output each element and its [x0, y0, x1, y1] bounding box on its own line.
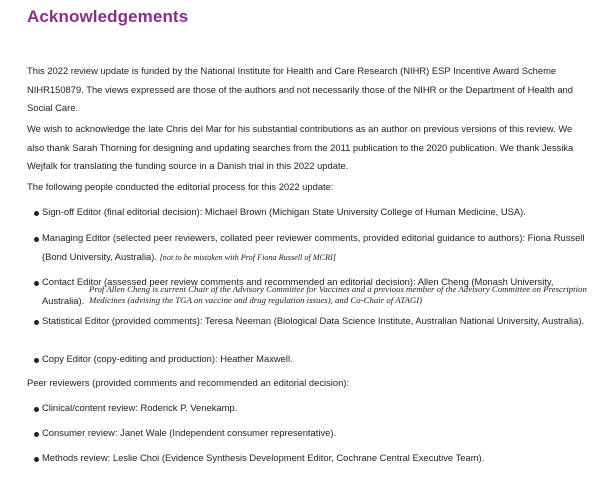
bullet-icon [34, 432, 39, 437]
list-item-clinical-review: Clinical/content review: Roderick P. Venekamp. [42, 402, 238, 413]
contact-editor-note: Prof Allen Cheng is current Chair of the Advisory Committee for Vaccines and a previous member of the Advisory Committee on Prescription Medicines (advising the TGA on vaccine and drug regulation issues), and Co-Chair of ATAGI) [89, 284, 587, 305]
bullet-icon [34, 320, 39, 325]
bullet-icon [34, 237, 39, 242]
page-title: Acknowledgements [27, 7, 189, 26]
list-item-statistical-editor: Statistical Editor (provided comments): Teresa Neeman (Biological Data Science Institute, Australian National University, Australia). [42, 315, 585, 326]
bullet-icon [34, 358, 39, 363]
thanks-paragraph: We wish to acknowledge the late Chris del Mar for his substantial contributions as an author on previous versions of this review. We also thank Sarah Thorning for designing and updating searches from the 2011 publication to the 2020 publication. We thank Jessika Wejfalk for translating the funding source in a Danish trial in this 2022 update. [27, 123, 574, 171]
bullet-icon [34, 457, 39, 462]
peer-reviewers-intro: Peer reviewers (provided comments and recommended an editorial decision): [27, 377, 350, 388]
list-item-managing-editor [42, 229, 592, 267]
funding-paragraph: This 2022 review update is funded by the National Institute for Health and Care Research (NIHR) ESP Incentive Award Scheme NIHR150879. The views expressed are those of the authors and not necessarily those of the NIHR or the Department of Health and Social Care. [27, 65, 573, 113]
managing-editor-note: [not to be mistaken with Prof Fiona Russell of MCRI] [159, 252, 336, 262]
bullet-icon [34, 407, 39, 412]
list-item-copy-editor: Copy Editor (copy-editing and production): Heather Maxwell. [42, 353, 293, 364]
editorial-intro: The following people conducted the editorial process for this 2022 update: [27, 181, 334, 192]
managing-editor-text: Managing Editor (selected peer reviewers, collated peer reviewer comments, provided editorial guidance to authors): Fiona Russell (Bond University, Australia). [42, 232, 585, 262]
list-item-consumer-review: Consumer review: Janet Wale (Independent consumer representative). [42, 427, 337, 438]
bullet-icon [34, 211, 39, 216]
list-item-contact-editor: Contact Editor (assessed peer review comments and recommended an editorial decision): Allen Cheng (Monash University, Australia). [42, 276, 554, 306]
list-item-methods-review: Methods review: Leslie Choi (Evidence Synthesis Development Editor, Cochrane Central Executive Team). [42, 452, 485, 463]
list-item-signoff-editor: Sign-off Editor (final editorial decision): Michael Brown (Michigan State University College of Human Medicine, USA). [42, 206, 526, 217]
bullet-icon [34, 281, 39, 286]
